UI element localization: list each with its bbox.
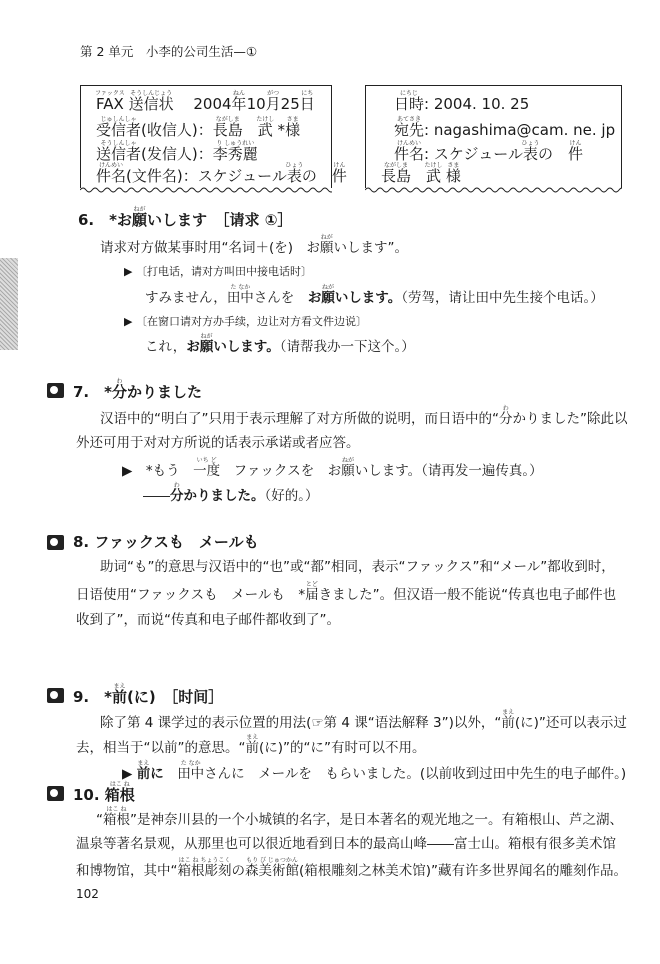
text-segment: 日语使用“ファックスも メールも * [76,587,306,603]
fax-line-subject [96,162,347,185]
fax-cover-box [80,85,347,188]
fax-line-title [94,90,315,113]
text-segment: かりました”除此以 [512,411,628,427]
furigana: ながしま [215,116,240,123]
furigana: ながしま [384,162,409,169]
text-segment: (箱根雕刻之林美术馆)”藏有许多世界闻名的雕刻作品。 [299,863,628,879]
ruby-word: 表 ひょう [523,146,538,162]
furigana: もり び じゅつかん [246,857,298,864]
furigana: ねが [322,284,335,291]
furigana: ねが [320,234,333,241]
emphasis-segment: かりました。 [183,488,265,504]
furigana: にち [301,90,314,97]
ruby-word: 森美術館 もり び じゅつかん [245,863,299,879]
section-6-example-2 [145,333,415,355]
ruby-word: 様 さま [285,122,300,138]
furigana: がつ [267,90,280,97]
furigana: けん [569,140,582,147]
ruby-word: 受信者 じゅしんしゃ [96,122,141,138]
wavy-edge [365,186,622,194]
text-segment: ファックスを お [220,463,342,479]
section-7-body-1 [100,405,628,427]
text-segment: ▶ [122,766,137,782]
furigana: はこ ね [106,806,127,813]
ruby-word: 様 さま [446,168,461,184]
section-9-example [122,760,627,782]
text-segment: (收信人)： [141,121,213,139]
text-segment: * [272,121,286,139]
section-6-example-1-note [124,264,312,280]
furigana: た なか [180,760,201,767]
furigana: けん [333,162,346,169]
text-segment: 去，相当于“以前”的意思。“ [76,740,246,756]
section-7-reply [143,482,319,504]
furigana: た なか [230,284,251,291]
mail-line-addressee [381,162,461,185]
section-8-body-3 [76,612,340,628]
ruby-word: 願 ねが [132,212,147,228]
section-10-body-2 [76,836,616,852]
furigana: ひょう [521,140,540,147]
furigana: けんめい [397,140,422,147]
furigana: たけし [424,162,443,169]
text-segment: 7. * [73,383,112,401]
furigana: ファックス [94,90,125,97]
section-7-heading [73,378,203,401]
text-segment: 外还可用于对对方所说的话表示承诺或者应答。 [76,435,360,451]
ruby-word: 件名 けんめい [394,146,424,162]
ruby-word: 箱根 はこ ね [105,787,135,803]
ruby-word: 箱根 はこ ね [103,812,130,828]
section-7-example [122,457,543,479]
text-segment: (文件名)：スケジュール [126,167,287,185]
text-segment: （好的。） [264,488,319,504]
ruby-word: 田中 た なか [177,766,204,782]
furigana: ねが [341,457,354,464]
fax-line-recipient [96,116,301,139]
section-10-body-1 [96,806,623,828]
section-8-body-2 [76,581,617,603]
page-edge-tab [0,258,18,350]
text-segment: かりました [127,383,203,401]
emphasis-segment: お [307,290,322,306]
audio-icon [47,535,64,550]
unit-title: 小李的公司生活—① [145,44,258,59]
text-segment: 10 [246,95,266,113]
text-segment [243,121,258,139]
ruby-word: 武 たけし [258,122,273,138]
furigana: さま [447,162,460,169]
ruby-word: 年 ねん [232,96,247,112]
ruby-word: 長島 ながしま [213,122,243,138]
ruby-word: 願 ねが [341,463,355,479]
ruby-word: 月 がつ [266,96,281,112]
text-segment: : 2004. 10. 25 [424,95,530,113]
text-segment [164,766,178,782]
ruby-word: 武 たけし [426,168,441,184]
ruby-word: 宛先 あてさき [394,122,424,138]
furigana: ねん [233,90,246,97]
running-header [80,44,257,60]
ruby-word: 前 まえ [245,740,259,756]
text-segment: （劳驾，请让田中先生接个电话。） [401,290,604,306]
ruby-word: 日時 にちじ [394,96,424,112]
mail-line-to [394,116,616,139]
furigana: わ [116,378,123,385]
text-segment: : スケジュール [424,145,523,163]
section-7-body-2 [76,435,360,451]
section-8-body-1 [100,559,615,575]
furigana: り しゅうれい [216,140,255,147]
text-segment: 汉语中的“明白了”只用于表示理解了对方所做的说明，而日语中的“ [100,411,499,427]
ruby-word: 前 まえ [112,689,127,705]
text-segment: ▶ 〔在窗口请对方办手续，边让对方看文件边说〕 [124,315,367,328]
section-6-example-1 [145,284,604,306]
text-segment: ―― [143,488,170,504]
ruby-word: 分 わ [170,488,184,504]
ruby-word: 長島 ながしま [381,168,411,184]
furigana: いち ど [196,457,217,464]
text-segment: ”是神奈川县的一个小城镇的名字，是日本著名的观光地之一。有箱根山、芦之湖、 [130,812,623,828]
text-segment: いします。（请再发一遍传真。） [354,463,543,479]
text-segment: の [301,167,332,185]
furigana: わ [502,405,509,412]
ruby-word: 李秀麗 り しゅうれい [213,146,258,162]
section-9-body-2 [76,734,426,756]
text-segment: 8. ファックスも メールも [73,533,259,551]
text-segment: “ [96,812,103,828]
ruby-word: 件名 けんめい [96,168,126,184]
section-8-heading [73,534,259,550]
text-segment: 25 [280,95,300,113]
text-segment: 6. *お [78,211,132,229]
text-segment: 请求对方做某事时用“名词＋(を) お [100,240,321,256]
furigana: とど [305,581,318,588]
ruby-word: 件 けん [568,146,583,162]
section-9-body-1 [100,709,627,731]
text-segment: (发信人)： [141,145,213,163]
ruby-word: 分 わ [499,411,513,427]
text-segment: すみません， [145,290,227,306]
text-segment [411,167,426,185]
audio-icon [47,786,64,801]
fax-line-sender [96,140,258,163]
text-segment: （请帮我办一下这个。） [279,339,415,355]
emphasis-segment: いします。 [213,339,280,355]
section-10-heading [73,781,135,804]
mail-line-subject [394,140,583,163]
text-segment: きました”。但汉语一般不能说“传真也电子邮件也 [318,587,617,603]
emphasis-segment: お [186,339,200,355]
furigana: まえ [113,683,126,690]
emphasis-segment: いします。 [334,290,402,306]
ruby-word: 願 ねが [321,290,335,306]
furigana: あてさき [397,116,422,123]
furigana: ねが [200,333,213,340]
furigana: はこ ね ちょうこく [178,857,231,864]
text-segment: これ， [145,339,187,355]
furigana: はこ ね [109,781,130,788]
text-segment: ▶ *もう [122,463,194,479]
text-segment: の [231,863,245,879]
section-6-heading [78,206,293,229]
ruby-word: 届 とど [305,587,319,603]
text-segment: 温泉等著名景观，从那里也可以很近地看到日本的最高山峰――富士山。箱根有很多美术馆 [76,836,616,852]
audio-icon [47,688,64,703]
section-6-example-2-note [124,314,367,330]
furigana: わ [173,482,180,489]
text-segment: 收到了”，而说“传真和电子邮件都收到了”。 [76,612,340,628]
furigana: けんめい [99,162,124,169]
ruby-word: 箱根彫刻 はこ ね ちょうこく [178,863,232,879]
unit-label: 第 2 单元 [80,44,134,59]
furigana: にちじ [400,90,419,97]
text-segment: 9. * [73,688,112,706]
furigana: じゅしんしゃ [100,116,137,123]
text-segment: の [537,145,568,163]
furigana: ねが [133,206,146,213]
page-number: 102 [76,887,99,901]
text-segment: (に)”还可以表示过 [514,715,627,731]
text-segment: さんを [253,290,308,306]
furigana: ひょう [285,162,304,169]
text-segment: ▶ 〔打电话，请对方叫田中接电话时〕 [124,265,312,278]
text-segment: (に) ［时间］ [127,688,224,706]
wavy-edge [80,186,332,194]
text-segment: 10. [73,786,105,804]
emphasis-segment: に [150,766,164,782]
text-segment: いします”。 [333,240,409,256]
text-segment: 和博物馆，其中“ [76,863,178,879]
ruby-word: 分 わ [112,384,127,400]
section-9-heading [73,683,224,706]
furigana: さま [286,116,299,123]
furigana: たけし [256,116,275,123]
ruby-word: 願 ねが [320,240,334,256]
ruby-word: FAX ファックス [96,96,124,112]
text-segment: いします ［请求 ①］ [147,211,293,229]
text-segment: : nagashima@cam. ne. jp [424,121,616,139]
ruby-word: 日 にち [300,96,315,112]
text-segment: さんに メールを もらいました。(以前收到过田中先生的电子邮件。) [204,766,627,782]
furigana: まえ [502,709,515,716]
section-10-body-3 [76,857,628,879]
ruby-word: 件 けん [332,168,347,184]
ruby-word: 前 まえ [501,715,515,731]
furigana: まえ [246,734,259,741]
mail-line-date [394,90,530,113]
text-segment: 助词“も”的意思与汉语中的“也”或“都”相同，表示“ファックス”和“メール”都收到时， [100,559,615,575]
text-segment: 2004 [173,95,232,113]
ruby-word: 願 ねが [200,339,214,355]
text-segment: (に)”的“に”有时可以不用。 [258,740,426,756]
furigana: まえ [137,760,150,767]
furigana: そうしんじょう [130,90,173,97]
section-6-body [100,234,409,256]
audio-icon [47,383,64,398]
furigana: そうしんしゃ [100,140,137,147]
email-box [365,85,622,188]
ruby-word: 前 まえ [137,766,151,782]
ruby-word: 送信状 そうしんじょう [129,96,174,112]
ruby-word: 送信者 そうしんしゃ [96,146,141,162]
text-segment: 除了第 4 课学过的表示位置的用法(☞第 4 课“语法解释 3”)以外，“ [100,715,502,731]
ruby-word: 田中 た なか [227,290,254,306]
ruby-word: 表 ひょう [287,168,302,184]
ruby-word: 一度 いち ど [193,463,220,479]
